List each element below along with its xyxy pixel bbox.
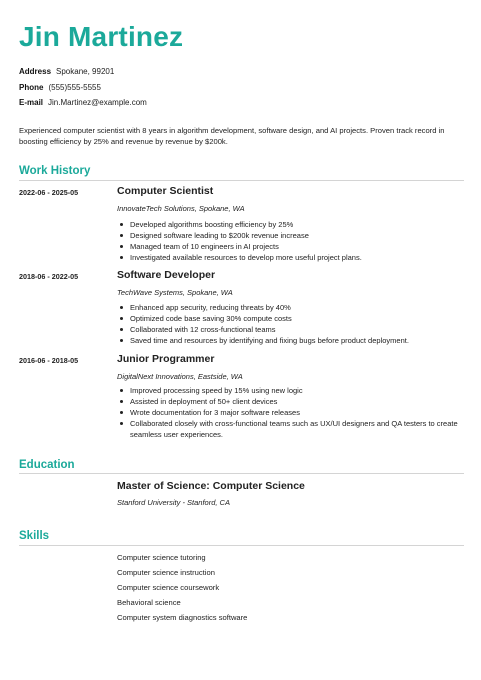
job-title: Junior Programmer xyxy=(117,353,215,365)
job-company: InnovateTech Solutions, Spokane, WA xyxy=(117,204,245,213)
contact-address xyxy=(19,67,114,77)
job-title: Software Developer xyxy=(117,269,216,281)
job-dates: 2022-06 - 2025-05 xyxy=(19,188,79,197)
contact-value: (555)555-5555 xyxy=(48,83,101,92)
job-title: Computer Scientist xyxy=(117,185,214,197)
job-bullet: Investigated available resources to develop more useful project plans. xyxy=(117,252,467,263)
job-company: TechWave Systems, Spokane, WA xyxy=(117,288,233,297)
contact-value: Spokane, 99201 xyxy=(56,67,115,76)
job-bullet: Designed software leading to $200k revenue increase xyxy=(117,230,467,241)
skill-item: Computer system diagnostics software xyxy=(117,613,248,622)
job-bullet: Developed algorithms boosting efficiency by 25% xyxy=(117,219,467,230)
job-bullet: Improved processing speed by 15% using new logic xyxy=(117,385,467,396)
job-bullet: Assisted in deployment of 50+ client devices xyxy=(117,396,467,407)
section-title-skills: Skills xyxy=(19,530,50,542)
skill-item: Behavioral science xyxy=(117,598,181,607)
candidate-name: Jin Martinez xyxy=(19,21,184,52)
job-dates: 2018-06 - 2022-05 xyxy=(19,272,79,281)
job-bullet: Enhanced app security, reducing threats by 40% xyxy=(117,302,467,313)
contact-label: Address xyxy=(19,67,52,76)
school-name: Stanford University - Stanford, CA xyxy=(117,498,230,507)
job-bullet: Saved time and resources by identifying and fixing bugs before product deployment. xyxy=(117,335,467,346)
job-bullet: Optimized code base saving 30% compute costs xyxy=(117,313,467,324)
section-divider xyxy=(19,180,464,181)
section-divider xyxy=(19,473,464,474)
job-bullet: Collaborated with 12 cross-functional teams xyxy=(117,324,467,335)
skill-item: Computer science tutoring xyxy=(117,553,206,562)
job-bullet: Managed team of 10 engineers in AI projects xyxy=(117,241,467,252)
contact-phone xyxy=(19,83,101,93)
job-bullets xyxy=(117,302,467,346)
skill-item: Computer science coursework xyxy=(117,583,220,592)
job-company: DigitalNext Innovations, Eastside, WA xyxy=(117,372,243,381)
section-title-education: Education xyxy=(19,459,75,471)
section-divider xyxy=(19,545,464,546)
contact-email xyxy=(19,98,147,108)
job-bullets xyxy=(117,385,467,440)
job-bullet: Wrote documentation for 3 major software releases xyxy=(117,407,467,418)
job-bullet: Collaborated closely with cross-functional teams such as UX/UI designers and QA testers to create seamless user experiences. xyxy=(117,418,467,440)
contact-value: Jin.Martinez@example.com xyxy=(48,98,147,107)
skill-item: Computer science instruction xyxy=(117,568,215,577)
section-title-work-history: Work History xyxy=(19,165,91,177)
professional-summary: Experienced computer scientist with 8 years in algorithm development, software design, and AI projects. Proven track record in boosting efficiency by 25% and revenue by revenue by $200k. xyxy=(19,126,445,146)
contact-label: E-mail xyxy=(19,98,44,107)
contact-label: Phone xyxy=(19,83,44,92)
degree-title: Master of Science: Computer Science xyxy=(117,480,305,492)
job-bullets xyxy=(117,219,467,263)
job-dates: 2016-06 - 2018-05 xyxy=(19,356,79,365)
